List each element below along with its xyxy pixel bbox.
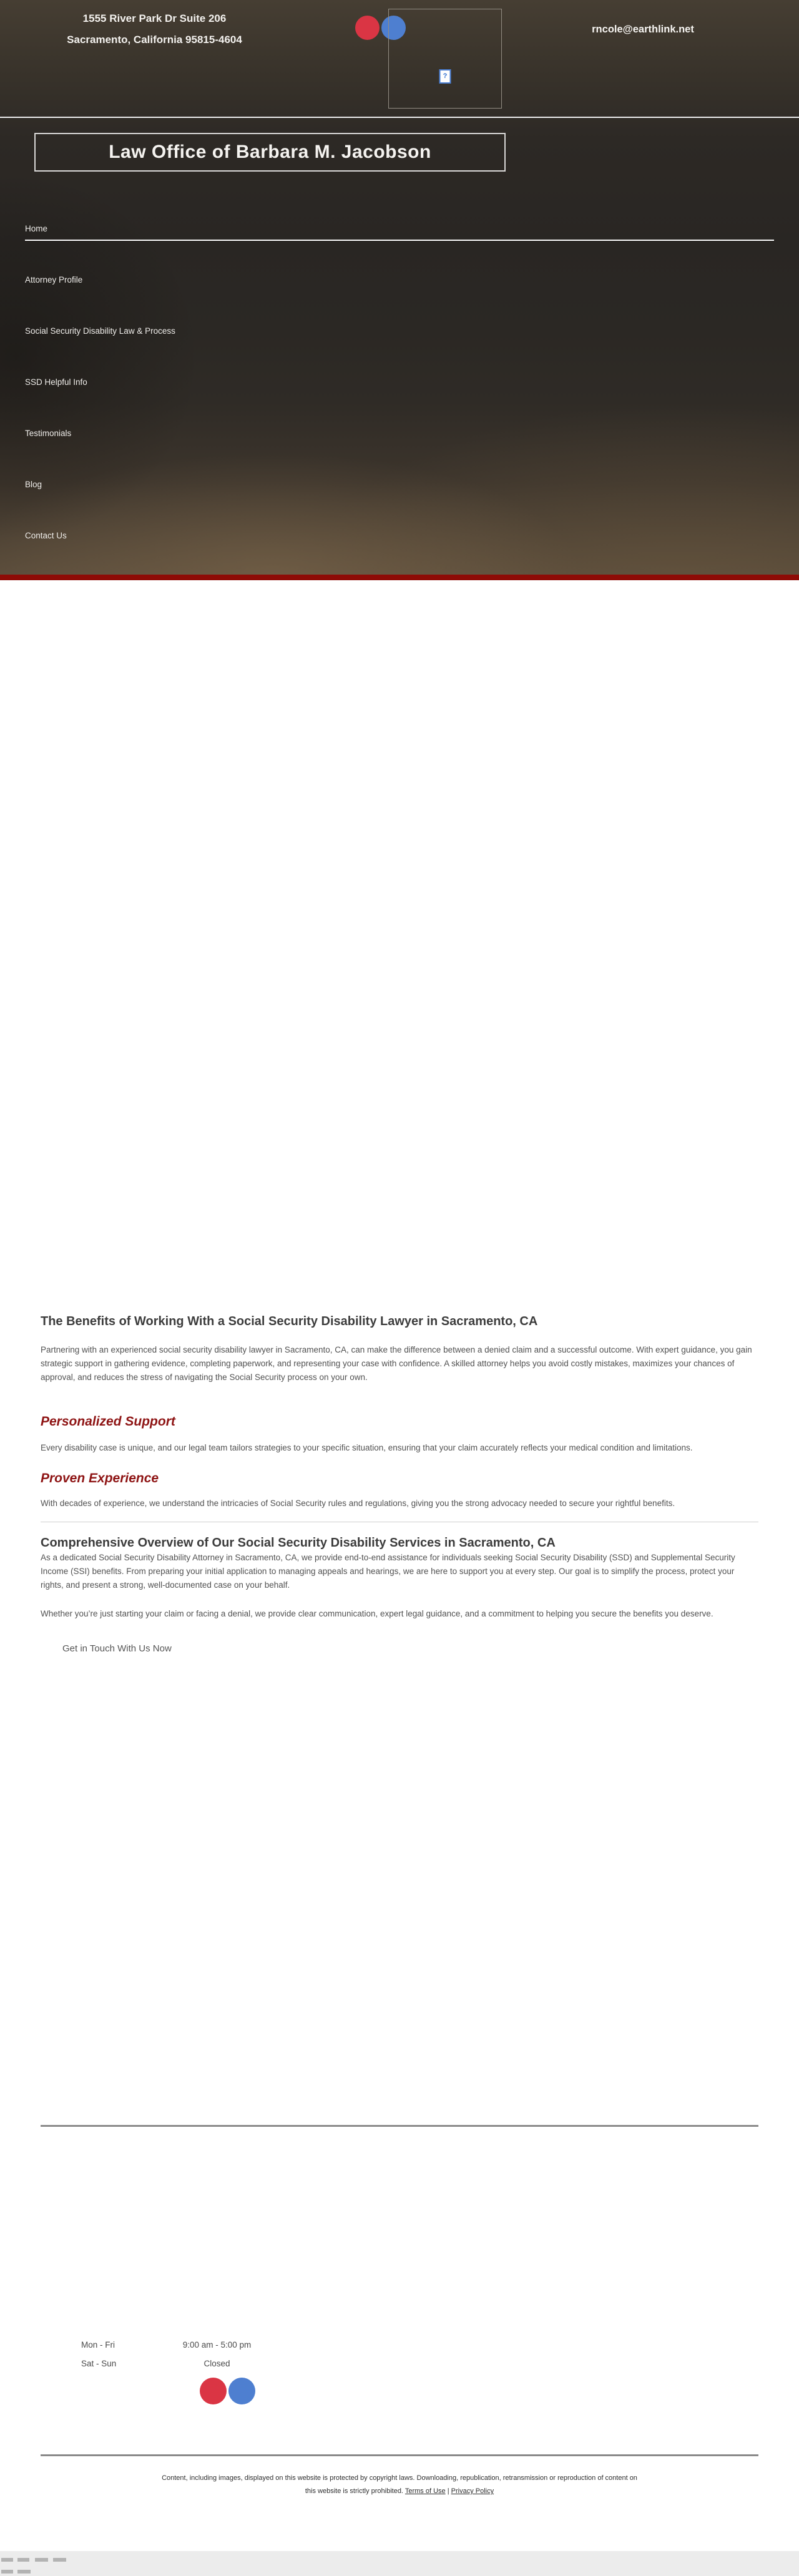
copyright-notice: [0, 2472, 799, 2498]
hours-time-value: 9:00 am - 5:00 pm: [182, 2340, 252, 2350]
link-separator: |: [447, 2487, 449, 2495]
get-in-touch-link[interactable]: Get in Touch With Us Now: [62, 1643, 172, 1654]
email-link[interactable]: rncole@earthlink.net: [592, 24, 694, 35]
site-title: Law Office of Barbara M. Jacobson: [109, 142, 431, 162]
benefits-heading: The Benefits of Working With a Social Security Disability Lawyer in Sacramento, CA: [41, 1315, 538, 1328]
personalized-support-text: Every disability case is unique, and our legal team tailors strategies to your specific situation, ensuring that your claim accurately reflects your medical condition and limitations.: [41, 1443, 693, 1452]
main-content: [41, 1313, 758, 1655]
proven-experience-text: With decades of experience, we understand the intricacies of Social Security rules and regulations, giving you the strong advocacy needed to secure your rightful benefits.: [41, 1499, 675, 1508]
address-line-1: 1555 River Park Dr Suite 206: [82, 12, 227, 24]
lower-divider-line: [41, 2125, 758, 2127]
hours-days-label: Mon - Fri: [81, 2340, 115, 2350]
main-nav: [25, 223, 774, 541]
nav-item-attorney-profile[interactable]: Attorney Profile: [25, 275, 83, 284]
social-icon-red[interactable]: [355, 16, 380, 40]
footer-placeholder-strip: [0, 2551, 799, 2576]
services-para-2: Whether you’re just starting your claim or facing a denial, we provide clear communication, expert legal guidance, and a commitment to helping you secure the benefits you deserve.: [41, 1609, 713, 1618]
footer-placeholder-block: [17, 2570, 31, 2574]
hours-time-value: Closed: [203, 2358, 230, 2368]
services-para-1: As a dedicated Social Security Disability Attorney in Sacramento, CA, we provide end-to-end assistance for individuals seeking Social Security Disability (SSD) and Supplemental Security Income (SSI) benefits. From preparing your initial application to managing appeals and hearings, we are here to support you at every step. Our goal is to simplify the process, protect your rights, and present a strong, well-documented case on your behalf.: [41, 1553, 735, 1590]
social-icon-red[interactable]: [200, 2378, 227, 2404]
footer-placeholder-block: [17, 2558, 29, 2562]
office-address: [34, 8, 275, 51]
broken-image-icon: ?: [439, 69, 451, 84]
footer-social-links: [200, 2378, 281, 2404]
footer-placeholder-block: [1, 2570, 13, 2574]
hours-days-label: Sat - Sun: [81, 2358, 117, 2368]
site-title-box: [34, 133, 506, 172]
terms-of-use-link[interactable]: Terms of Use: [404, 2487, 446, 2495]
nav-item-testimonials[interactable]: Testimonials: [25, 429, 72, 438]
footer-placeholder-block: [1, 2558, 13, 2562]
privacy-policy-link[interactable]: Privacy Policy: [451, 2487, 494, 2495]
accent-bar: [0, 575, 799, 580]
hero-banner: [0, 0, 799, 575]
copyright-text-line2: this website is strictly prohibited.: [305, 2487, 403, 2495]
proven-experience-heading: Proven Experience: [41, 1471, 159, 1485]
footer-placeholder-block: [35, 2558, 48, 2562]
social-icon-blue[interactable]: [228, 2378, 255, 2404]
nav-item-blog[interactable]: Blog: [25, 480, 42, 489]
nav-item-ssd-law-process[interactable]: Social Security Disability Law & Process: [25, 326, 175, 336]
benefits-intro: Partnering with an experienced social security disability lawyer in Sacramento, CA, can make the difference between a denied claim and a successful outcome. With expert guidance, you gain strategic support in gathering evidence, completing paperwork, and representing your case with confidence. A skilled attorney helps you avoid costly mistakes, maximizes your chances of approval, and reduces the stress of navigating the Social Security process on your own.: [41, 1345, 752, 1382]
address-line-2: Sacramento, California 95815-4604: [67, 34, 242, 46]
nav-item-home[interactable]: Home: [25, 223, 774, 241]
personalized-support-heading: Personalized Support: [41, 1414, 175, 1429]
hours-row-weekend: [81, 2354, 281, 2373]
nav-item-ssd-helpful-info[interactable]: SSD Helpful Info: [25, 377, 87, 387]
services-heading: Comprehensive Overview of Our Social Security Disability Services in Sacramento, CA: [41, 1536, 556, 1550]
hours-row-weekdays: [81, 2335, 281, 2354]
header-divider-line: [0, 117, 799, 118]
logo-image-placeholder: [388, 9, 502, 109]
nav-item-contact-us[interactable]: Contact Us: [25, 531, 67, 540]
copyright-text-line1: Content, including images, displayed on this website is protected by copyright laws. Downloading, republication, retransmission or reproduction of content on: [162, 2474, 637, 2482]
footer-divider-line: [41, 2454, 758, 2456]
business-hours: [81, 2335, 281, 2404]
footer-placeholder-block: [53, 2558, 66, 2562]
